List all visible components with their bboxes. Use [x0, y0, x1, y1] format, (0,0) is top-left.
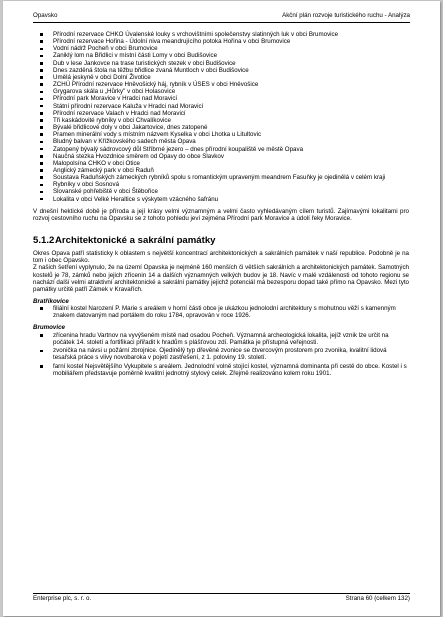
document-page — [3, 1, 440, 616]
list-item: Vodní nádrž Pocheň v obci Brumovice — [33, 45, 409, 52]
section-heading — [33, 235, 409, 246]
list-item: Dub v lese Jankovce na trase turistických stezek v obci Budišovice — [33, 60, 409, 67]
footer-left-text: Enterprise plc, s. r. o. — [33, 595, 92, 602]
list-item: filiální kostel Narození P. Marie s areálem v horní části obce je ukázkou jednolodní architektury s mohutnou věží s kamenným znakem datovaným nad portálem do roku 1784, opravován v roce 1926. — [33, 305, 409, 319]
list-item: Přírodní rezervace Hořina - Údolní niva meandrujícího potoka Hořina v obci Brumovice — [33, 38, 409, 45]
list-item: Bludný balvan v Křížkovského sadech města Opava — [33, 138, 409, 145]
intro-paragraph: V dnešní hektické době je příroda a její krásy velmi významným a velmi často vyhledávaným cílem turistů. Zajímavými lokalitami pro rozvoj cestovního ruchu na Opavsku se z tohoto pohledu jeví zejména Přírodní park Moravice a údolí řeky Moravice. — [33, 207, 409, 222]
list-item: Umělá jeskyně v obci Dolní Životice — [33, 74, 409, 81]
section-number: 5.1.2 — [33, 235, 55, 247]
list-item: Slovanské pohřebiště v obci Štěbořice — [33, 188, 409, 195]
list-item: Grygarova skála u „Hůrky" v obci Holasovice — [33, 88, 409, 95]
page-header — [33, 11, 410, 23]
brumovice-list — [33, 332, 409, 378]
list-item: Zatopený bývalý sádrovcový důl Stříbrné jezero – dnes přírodní koupaliště ve městě Opava — [33, 146, 409, 153]
subheading-bratrikovice: Bratříkovice — [33, 298, 69, 305]
list-item: Přírodní park Moravice v Hradci nad Moravicí — [33, 95, 409, 102]
page-content — [33, 31, 409, 379]
list-item: Přírodní rezervace CHKO Úvalenské louky s vrchovištními společenstvy slatinných luk v obci Brumovice — [33, 31, 409, 38]
list-item: Lokalita v obci Velké Heraltice s výskytem vzácného šafránu — [33, 196, 409, 203]
page-footer — [33, 593, 410, 606]
list-item: Soustava Raduňských zámeckých rybníků spolu s romantickým upraveným meandrem Fasuňky je ojedinělá v celém kraji — [33, 174, 409, 181]
list-item: farní kostel Nejsvětějšího Vykupitele s areálem. Jednolodní volně stojící kostel, významná dominanta při cestě do obce. Kostel i s mobiliářem představuje poměrně kvalitní jednotný stylový celek. Zřejmě realizováno kolem roku 1901. — [33, 363, 409, 377]
header-left-text: Opavsko — [33, 12, 58, 19]
nature-sites-list — [33, 31, 409, 203]
list-item: Dnes zazděná štola na těžbu břidlice zvaná Muntloch v obci Budišovice — [33, 67, 409, 74]
list-item: Státní přírodní rezervace Kaluža v Hradci nad Moravicí — [33, 103, 409, 110]
list-item: zvonička na návsi u požární zbrojnice. Ojedinělý typ dřevěné zvonice se čtvercovým prostorem pro zvonika, kvalitní lidová tesařská práce s vlivy novobaroka v pojetí zastřešení, z 1. poloviny 19. století. — [33, 347, 409, 361]
list-item: Rybníky v obci Sosnová — [33, 181, 409, 188]
section-paragraph-1: Okres Opava patří statisticky k oblastem s největší koncentrací architektonických a sakrálních památek v naší republice. Podobně je na tom i obec Opavsko. — [33, 250, 409, 265]
list-item: Přírodní rezervace Valach v Hradci nad Moravicí — [33, 110, 409, 117]
section-title: Architektonické a sakrální památky — [55, 235, 216, 247]
list-item: Zaniklý lom na Břidlici v místní části Lomy v obci Budišovice — [33, 52, 409, 59]
list-item: zřícenina hradu Vartnov na vyvýšeném místě nad osadou Pocheň. Významná archeologická lokalita, jejíž vznik lze určit na počátek 14. století a fortifikaci přiřadit k hradům s plášťovou zdí. Památka je přístupná veřejnosti. — [33, 332, 409, 346]
subheading-brumovice: Brumovice — [33, 324, 65, 332]
bratrikovice-list — [33, 305, 409, 319]
list-item: Tři kaskádovité rybníky v obci Chvalíkovice — [33, 117, 409, 124]
list-item: ZCHÚ Přírodní rezervace Hněvošický háj, rybník v ÚSES v obci Hněvošice — [33, 81, 409, 88]
list-item: Pramen minerální vody s místním názvem Kyselka v obci Lhotka u Litultovic — [33, 131, 409, 138]
list-item: Naučná stezka Hvozdnice směrem od Opavy do obce Slavkov — [33, 153, 409, 160]
list-item: Malopolsína CHKO v obci Otice — [33, 160, 409, 167]
section-paragraph-2: Z našich šetření vyplynulo, že na území Opavska je nejméně 160 menších či větších sakrálních a architektonických památek. Samotných kostelů je 78, zámků nebo jejich zřícenin 14 a dalších významných velkých budov je 18. Navíc v malé vzdálenosti od tohoto regionu se nachází další velmi atraktivní architektonické a sakrální památky jejichž potenciál má bezesporu dopad také přímo na Opavsko. Mezi tyto památky určitě patří Zámek v Kravařích. — [33, 264, 409, 293]
footer-right-text: Strana 60 (celkem 132) — [345, 595, 410, 602]
list-item: Bývalé břidlicové doly v obci Jakartovice, dnes zatopené — [33, 124, 409, 131]
list-item: Anglický zámecký park v obci Raduň — [33, 167, 409, 174]
header-right-text: Akční plán rozvoje turistického ruchu - Analýza — [282, 12, 410, 19]
